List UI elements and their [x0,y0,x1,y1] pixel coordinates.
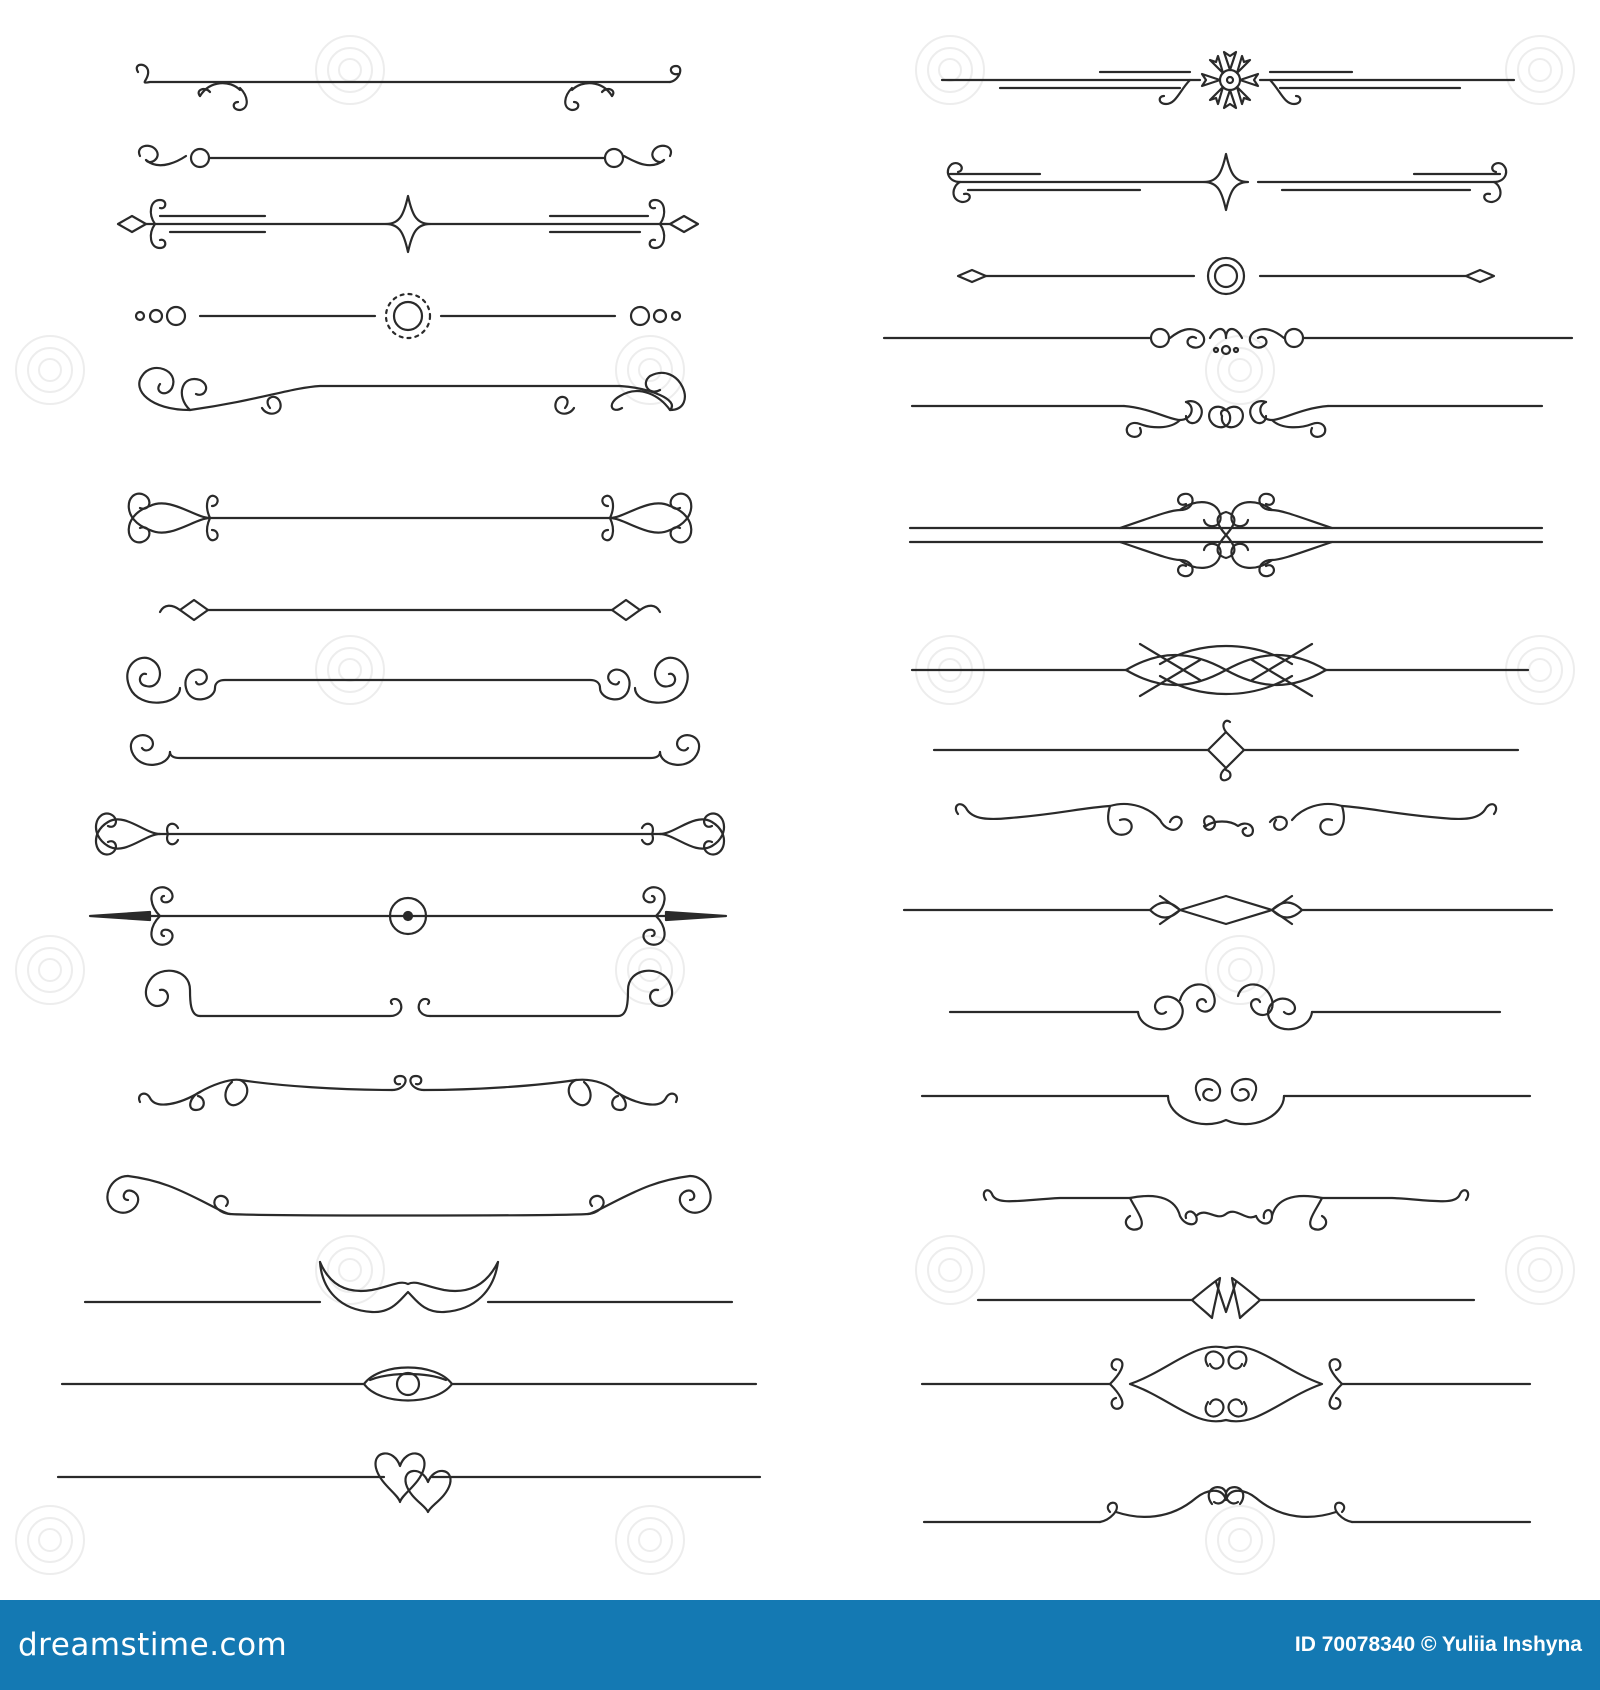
dreamstime-logo: dreamstime.com [18,1627,288,1663]
divider-right-11 [950,984,1500,1029]
divider-left-5 [139,368,685,414]
divider-right-6 [910,494,1542,576]
divider-left-2 [139,146,671,167]
divider-left-8 [127,658,687,703]
divider-right-7 [912,644,1528,696]
divider-right-14 [978,1278,1474,1318]
divider-right-2 [948,154,1506,210]
image-credit: ID 70078340 © Yuliia Inshyna [1294,1633,1582,1656]
divider-right-3 [958,258,1494,294]
divider-left-11 [90,887,726,944]
divider-right-9 [956,804,1496,836]
footer-bar [0,1600,1600,1690]
divider-left-16 [62,1368,756,1401]
divider-right-8 [934,721,1518,781]
divider-right-1 [942,52,1514,108]
divider-right-16 [924,1487,1530,1522]
divider-left-10 [96,814,724,855]
divider-right-4 [884,329,1572,354]
divider-right-10 [904,896,1552,924]
divider-left-15 [85,1262,732,1312]
divider-left-17 [58,1453,760,1512]
divider-left-12 [146,971,672,1016]
divider-left-3 [118,196,698,252]
divider-left-9 [131,735,699,765]
divider-right-13 [984,1190,1468,1229]
divider-left-6 [129,494,692,543]
divider-right-15 [922,1347,1530,1422]
divider-left-13 [139,1076,677,1110]
divider-right-5 [912,401,1542,437]
divider-left-14 [107,1176,710,1216]
divider-left-7 [160,600,660,620]
divider-left-4 [136,294,680,338]
divider-right-12 [922,1079,1530,1124]
divider-left-1 [137,65,680,110]
